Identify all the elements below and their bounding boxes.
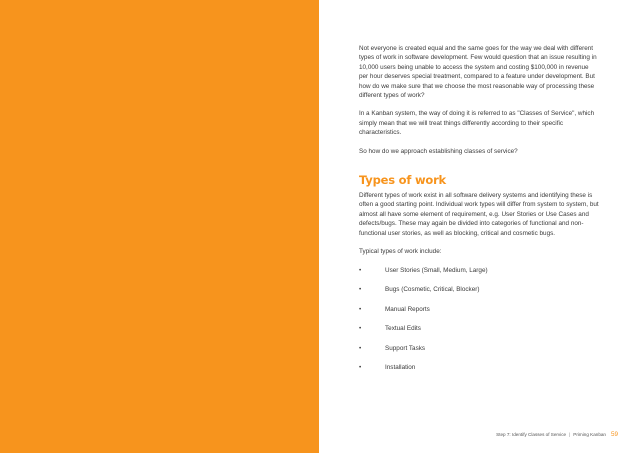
bullet-icon: • (359, 344, 362, 352)
page-content (359, 44, 599, 383)
section-paragraph: Different types of work exist in all software delivery systems and identifying these is often a good starting point. Individual work types will differ from system to system, but almost all have some element of requirement, e.g. User Stories or Use Cases and defects/bugs. These may again be divided into categories of functional and non-functional user stories, as well as blocking, critical and cosmetic bugs. (359, 192, 599, 237)
work-types-list (359, 266, 599, 373)
footer-separator: | (569, 432, 571, 437)
list-item-text: Textual Edits (385, 325, 421, 333)
list-item (359, 324, 599, 333)
list-item-text: Bugs (Cosmetic, Critical, Blocker) (385, 286, 480, 294)
page-number: 59 (610, 431, 618, 438)
bullet-icon: • (359, 266, 362, 274)
list-item-text: Support Tasks (385, 344, 426, 352)
section-paragraph: Typical types of work include: (359, 248, 442, 256)
list-item (359, 285, 599, 294)
footer-book-title: Priming Kanban (573, 432, 606, 437)
list-item (359, 266, 599, 275)
list-item-text: User Stories (Small, Medium, Large) (385, 266, 488, 274)
section-heading: Types of work (359, 173, 447, 188)
list-item (359, 363, 599, 372)
list-item-text: Installation (385, 364, 416, 372)
footer-chapter: Step 7: Identify Classes of Service (496, 432, 567, 437)
page-footer (496, 431, 618, 438)
intro-paragraph: In a Kanban system, the way of doing it is referred to as "Classes of Service", which simply mean that we will treat things differently according to their specific characteristics. (359, 110, 595, 137)
intro-paragraph: Not everyone is created equal and the same goes for the way we deal with different types of work in software development. Few would question that an issue resulting in 10,000 users being unable to access the system and costing $100,000 in revenue per hour deserves special treatment, compared to a feature under development. But how do we make sure that we choose the most reasonable way of processing these different types of work? (359, 45, 597, 100)
bullet-icon: • (359, 286, 362, 294)
bullet-icon: • (359, 305, 362, 313)
list-item (359, 344, 599, 353)
bullet-icon: • (359, 364, 362, 372)
list-item (359, 305, 599, 314)
intro-paragraph: So how do we approach establishing classes of service? (359, 147, 518, 155)
list-item-text: Manual Reports (385, 305, 430, 313)
bullet-icon: • (359, 325, 362, 333)
